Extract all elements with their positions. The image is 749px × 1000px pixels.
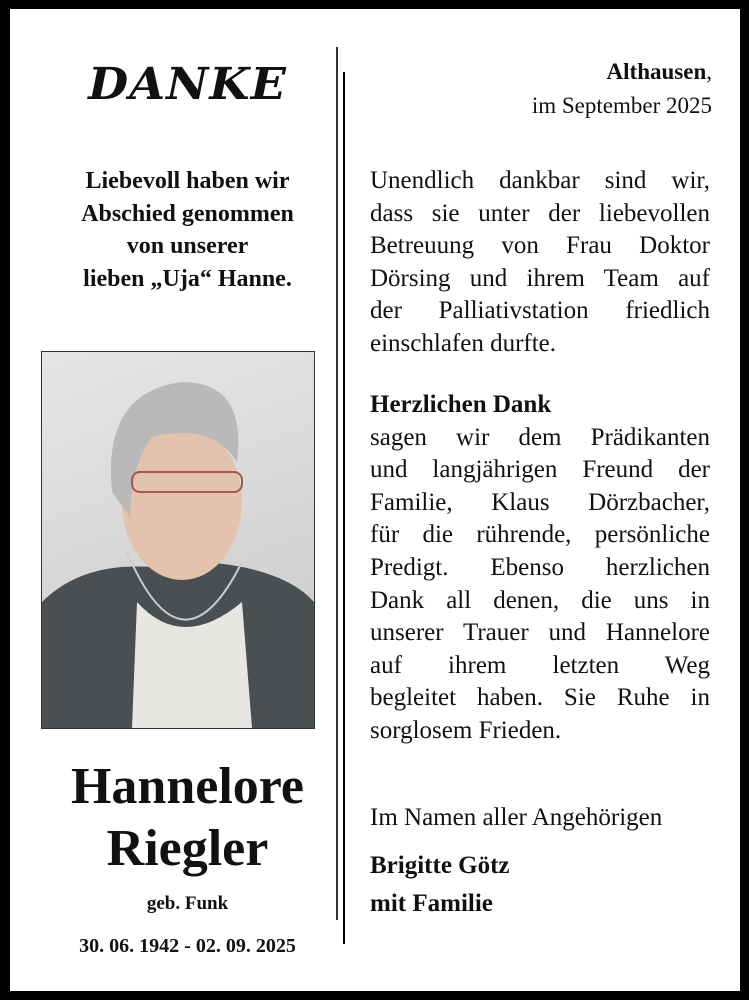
last-name: Riegler <box>106 820 269 877</box>
intro-line: Abschied genommen <box>81 200 294 227</box>
text-line: auf ihrem letzten Weg <box>370 651 710 679</box>
signer-name: Brigitte Götz <box>370 852 510 879</box>
intro-line: von unserer <box>126 233 249 259</box>
date-line: im September 2025 <box>531 93 712 118</box>
text-line: dass sie unter der liebevollen <box>370 199 710 227</box>
intro-line: lieben „Uja“ Hanne. <box>83 265 292 292</box>
title: DANKE <box>88 59 287 110</box>
text-line: sagen wir dem Prädikanten <box>370 423 710 451</box>
comma: , <box>706 59 712 84</box>
text-line: und langjährigen Freund der <box>370 456 710 484</box>
divider-line <box>336 47 338 920</box>
text-line: Betreuung von Frau Doktor <box>370 232 710 260</box>
text-line: Dank all denen, die uns in <box>370 586 710 614</box>
text-line: einschlafen durfte. <box>370 329 557 357</box>
intro-text <box>30 165 345 295</box>
text-line: Predigt. Ebenso herzlichen <box>370 553 710 581</box>
signers <box>370 847 710 923</box>
on-behalf: Im Namen aller Angehörigen <box>370 804 663 831</box>
text-line: Unendlich dankbar sind wir, <box>370 167 710 194</box>
text-line: Dörsing und ihrem Team auf <box>370 264 710 292</box>
portrait-illustration <box>42 352 314 728</box>
text-line: Familie, Klaus Dörzbacher, <box>370 488 710 516</box>
text-line: der Palliativstation friedlich <box>370 297 710 325</box>
text-line: sorglosem Frieden. <box>370 716 562 744</box>
text-line: unserer Trauer und Hannelore <box>370 619 710 647</box>
thanks-paragraph <box>370 389 710 748</box>
first-name: Hannelore <box>70 758 305 815</box>
signer-family: mit Familie <box>370 890 493 917</box>
thanks-heading: Herzlichen Dank <box>370 391 552 418</box>
portrait-photo <box>41 351 315 729</box>
place-date <box>532 55 712 123</box>
intro-line: Liebevoll haben wir <box>85 168 290 194</box>
life-dates: 30. 06. 1942 - 02. 09. 2025 <box>79 935 296 957</box>
gratitude-paragraph <box>370 165 710 361</box>
divider-line <box>343 72 345 944</box>
deceased-name <box>30 756 345 880</box>
text-line: für die rührende, persönliche <box>370 521 710 549</box>
place: Althausen <box>606 59 707 84</box>
text-line: begleitet haben. Sie Ruhe in <box>370 684 710 712</box>
birth-name: geb. Funk <box>146 893 229 914</box>
